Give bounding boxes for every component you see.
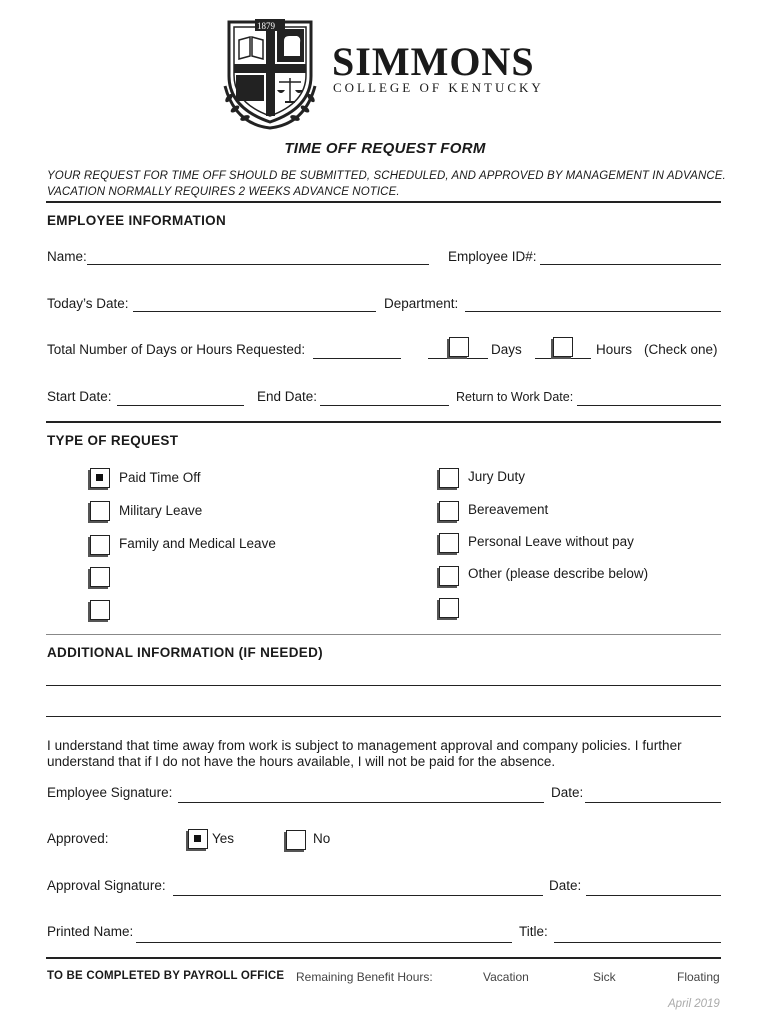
- personal-leave-label: Personal Leave without pay: [468, 534, 634, 549]
- total-requested-label: Total Number of Days or Hours Requested:: [47, 342, 306, 357]
- form-note-line1: YOUR REQUEST FOR TIME OFF SHOULD BE SUBMITTED, SCHEDULED, AND APPROVED BY MANAGEMENT IN ADVANCE.: [47, 170, 726, 182]
- approval-date-label: Date:: [549, 878, 582, 893]
- blank-left-checkbox-1[interactable]: [90, 567, 110, 587]
- start-date-field[interactable]: [117, 405, 244, 406]
- department-label: Department:: [384, 296, 459, 311]
- approved-label: Approved:: [47, 831, 109, 846]
- jury-duty-checkbox[interactable]: [439, 468, 459, 488]
- todays-date-field[interactable]: [133, 311, 376, 312]
- approval-date-field[interactable]: [586, 895, 721, 896]
- employee-id-field[interactable]: [540, 264, 721, 265]
- shield-crest-icon: [215, 16, 325, 131]
- end-date-label: End Date:: [257, 389, 318, 404]
- form-title: TIME OFF REQUEST FORM: [284, 140, 486, 157]
- employee-date-label: Date:: [551, 785, 584, 800]
- employee-signature-field[interactable]: [178, 802, 544, 803]
- acknowledgement-line-1: I understand that time away from work is subject to management approval and company policies. I further: [47, 738, 682, 753]
- vacation-label: Vacation: [483, 970, 529, 984]
- military-leave-label: Military Leave: [119, 503, 203, 518]
- start-date-label: Start Date:: [47, 389, 112, 404]
- college-logo: [215, 16, 560, 131]
- return-date-label: Return to Work Date:: [456, 390, 574, 404]
- remaining-hours-label: Remaining Benefit Hours:: [296, 970, 433, 984]
- department-field[interactable]: [465, 311, 721, 312]
- personal-leave-checkbox[interactable]: [439, 533, 459, 553]
- approved-yes-label: Yes: [212, 831, 235, 846]
- approved-no-label: No: [313, 831, 331, 846]
- days-label: Days: [491, 342, 522, 357]
- additional-info-heading: ADDITIONAL INFORMATION (IF NEEDED): [47, 645, 323, 660]
- logo-name: SIMMONS: [332, 39, 535, 84]
- payroll-office-label: TO BE COMPLETED BY PAYROLL OFFICE: [47, 970, 285, 982]
- approved-yes-checkbox[interactable]: [188, 829, 208, 849]
- days-checkbox[interactable]: [449, 337, 469, 357]
- approval-signature-field[interactable]: [173, 895, 543, 896]
- floating-label: Floating: [677, 970, 720, 984]
- title-field[interactable]: [554, 942, 721, 943]
- printed-name-field[interactable]: [136, 942, 512, 943]
- type-of-request-heading: TYPE OF REQUEST: [47, 433, 179, 448]
- form-note-line2: VACATION NORMALLY REQUIRES 2 WEEKS ADVANCE NOTICE.: [47, 186, 400, 198]
- todays-date-label: Today’s Date:: [47, 296, 129, 311]
- family-medical-leave-checkbox[interactable]: [90, 535, 110, 555]
- blank-right-checkbox[interactable]: [439, 598, 459, 618]
- title-label: Title:: [519, 924, 548, 939]
- name-field[interactable]: [87, 264, 429, 265]
- sick-label: Sick: [593, 970, 616, 984]
- bereavement-checkbox[interactable]: [439, 501, 459, 521]
- section-divider: [46, 421, 721, 423]
- revision-date: April 2019: [668, 998, 720, 1010]
- printed-name-label: Printed Name:: [47, 924, 134, 939]
- additional-info-line-2[interactable]: [46, 716, 721, 717]
- other-label: Other (please describe below): [468, 566, 649, 581]
- bereavement-label: Bereavement: [468, 502, 549, 517]
- section-divider: [46, 957, 721, 959]
- check-one-label: (Check one): [644, 342, 718, 357]
- jury-duty-label: Jury Duty: [468, 469, 526, 484]
- logo-year: 1879: [257, 21, 275, 31]
- hours-checkbox[interactable]: [553, 337, 573, 357]
- other-checkbox[interactable]: [439, 566, 459, 586]
- section-divider: [46, 201, 721, 203]
- paid-time-off-checkbox[interactable]: [90, 468, 110, 488]
- military-leave-checkbox[interactable]: [90, 501, 110, 521]
- employee-id-label: Employee ID#:: [448, 249, 537, 264]
- hours-label: Hours: [596, 342, 633, 357]
- additional-info-line-1[interactable]: [46, 685, 721, 686]
- approved-no-checkbox[interactable]: [286, 830, 306, 850]
- total-requested-field[interactable]: [313, 358, 401, 359]
- section-divider: [46, 634, 721, 635]
- employee-signature-label: Employee Signature:: [47, 785, 173, 800]
- acknowledgement-line-2: understand that if I do not have the hours available, I will not be paid for the absence.: [47, 754, 556, 769]
- name-label: Name:: [47, 249, 87, 264]
- approval-signature-label: Approval Signature:: [47, 878, 166, 893]
- return-date-field[interactable]: [577, 405, 721, 406]
- employee-info-heading: EMPLOYEE INFORMATION: [47, 213, 227, 228]
- logo-subtitle: COLLEGE OF KENTUCKY: [333, 80, 544, 95]
- hours-underline: [535, 358, 591, 359]
- end-date-field[interactable]: [320, 405, 449, 406]
- family-medical-leave-label: Family and Medical Leave: [119, 536, 276, 551]
- days-underline: [428, 358, 488, 359]
- paid-time-off-label: Paid Time Off: [119, 470, 201, 485]
- blank-left-checkbox-2[interactable]: [90, 600, 110, 620]
- employee-date-field[interactable]: [585, 802, 721, 803]
